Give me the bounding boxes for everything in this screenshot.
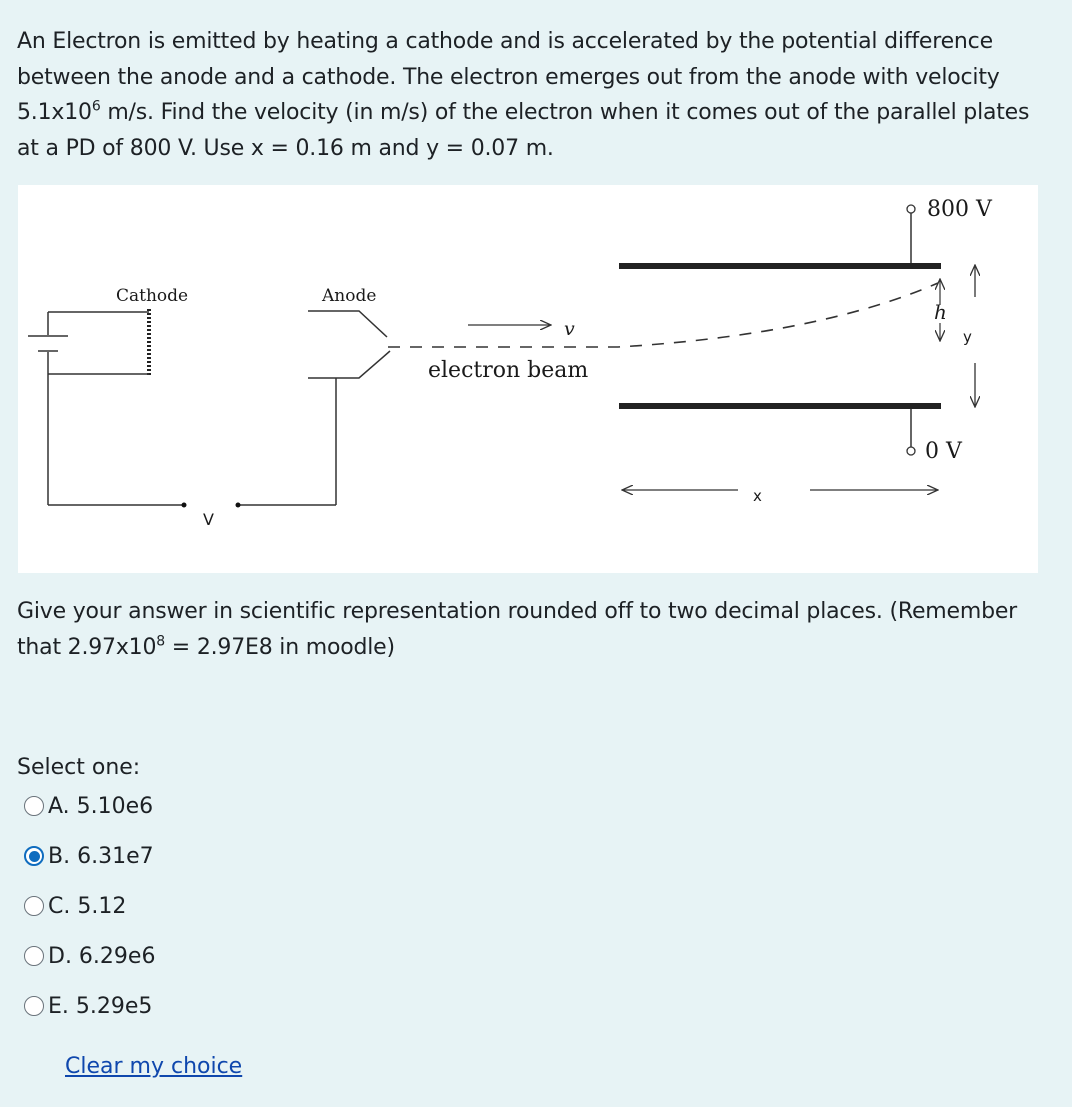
terminal-left — [182, 503, 187, 508]
note-line-2-pre: that 2.97x10 — [17, 635, 157, 660]
option-c-radio[interactable] — [24, 896, 44, 916]
top-voltage-label: 800 V — [927, 197, 992, 222]
bottom-voltage-label: 0 V — [925, 439, 962, 464]
option-c-label: C. 5.12 — [48, 893, 127, 919]
V-label: V — [203, 510, 214, 529]
question-line-3-sup: 6 — [91, 98, 101, 115]
option-a[interactable] — [24, 789, 324, 823]
question-text — [17, 24, 1047, 166]
cathode-label: Cathode — [116, 286, 189, 306]
option-a-label: A. 5.10e6 — [48, 793, 154, 819]
option-b-label: B. 6.31e7 — [48, 843, 154, 869]
top-plate — [619, 263, 941, 269]
cathode-circuit — [28, 312, 336, 505]
option-e-radio[interactable] — [24, 996, 44, 1016]
select-one-prompt: Select one: — [17, 755, 141, 780]
anode — [308, 311, 390, 378]
question-line-2: between the anode and a cathode. The electron emerges out from the anode with velocity — [17, 64, 1000, 90]
option-c[interactable] — [24, 889, 324, 923]
bottom-plate — [619, 403, 941, 409]
electron-beam-path — [388, 283, 938, 347]
note-line-2 — [17, 630, 1047, 666]
question-line-3-post: m/s. Find the velocity (in m/s) of the electron when it comes out of the parallel plates — [100, 100, 1030, 125]
circuit-diagram — [18, 185, 1038, 573]
option-b-radio[interactable] — [24, 846, 44, 866]
option-d-radio[interactable] — [24, 946, 44, 966]
option-a-radio[interactable] — [24, 796, 44, 816]
question-line-1: An Electron is emitted by heating a cathode and is accelerated by the potential difference — [17, 29, 993, 54]
note-line-2-post: = 2.97E8 in moodle) — [165, 635, 395, 660]
note-line-1: Give your answer in scientific representation rounded off to two decimal places. (Remember — [17, 599, 1018, 624]
note-line-2-sup: 8 — [156, 633, 165, 650]
velocity-label: v — [564, 318, 575, 340]
question-line-3-pre: 5.1x10 — [17, 100, 92, 125]
clear-choice-link[interactable]: Clear my choice — [65, 1054, 243, 1079]
terminal-right — [236, 503, 241, 508]
option-e[interactable] — [24, 989, 324, 1023]
anode-label: Anode — [322, 286, 377, 306]
question-line-3 — [17, 95, 1047, 131]
h-label: h — [934, 300, 947, 324]
x-label: x — [753, 487, 762, 505]
option-d-label: D. 6.29e6 — [48, 943, 156, 969]
option-e-label: E. 5.29e5 — [48, 993, 153, 1019]
option-b[interactable] — [24, 839, 324, 873]
y-label: y — [963, 328, 972, 346]
option-d[interactable] — [24, 939, 324, 973]
question-line-4: at a PD of 800 V. Use x = 0.16 m and y = 0.07 m. — [17, 135, 554, 161]
figure-diagram — [18, 185, 1038, 573]
answer-instructions — [17, 594, 1047, 666]
electron-beam-label: electron beam — [428, 358, 589, 383]
bottom-terminal — [907, 447, 915, 455]
top-terminal — [907, 205, 915, 213]
